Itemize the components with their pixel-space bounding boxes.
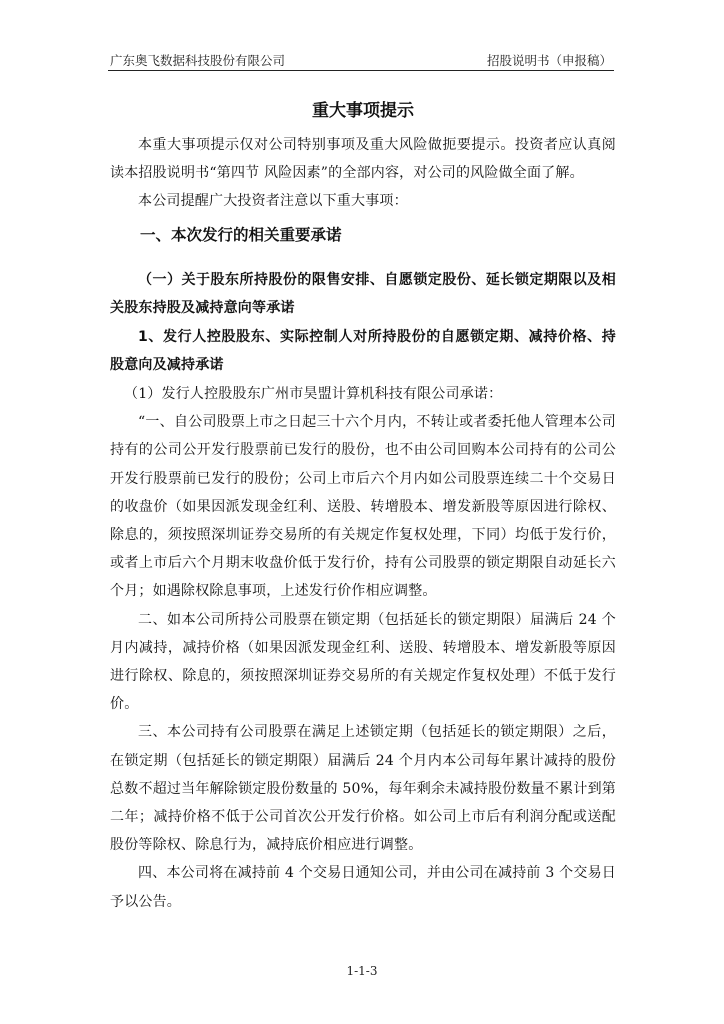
commitment-paragraph-4: 四、本公司将在减持前 4 个交易日通知公司，并由公司在减持前 3 个交易日予以公告。 — [110, 865, 616, 910]
commitment-paragraph-2: 二、如本公司所持公司股票在锁定期（包括延长的锁定期限）届满后 24 个月内减持，减持价格（如果因派发现金红利、送股、转增股本、增发新股等原因进行除权、除息的，须按照深圳证券交易所的有关规定作复权处理）不低于发行价。 — [110, 611, 616, 713]
commitment-item-heading: （1）发行人控股股东广州市昊盟计算机科技有限公司承诺： — [124, 385, 503, 402]
header-company-name: 广东奥飞数据科技股份有限公司 — [110, 53, 286, 68]
page-title: 重大事项提示 — [312, 101, 414, 121]
page-header — [108, 48, 614, 71]
commitment-paragraph-1: “一、自公司股票上市之日起三十六个月内，不转让或者委托他人管理本公司持有的公司公开发行股票前已发行的股份，也不由公司回购本公司持有的公司公开发行股票前已发行的股份；公司上市后六个月内如公司股票连续二十个交易日的收盘价（如果因派发现金红利、送股、转增股本、增发新股等原因进行除权、除息的，须按照深圳证券交易所的有关规定作复权处理，下同）均低于发行价，或者上市后六个月期末收盘价低于发行价，持有公司股票的锁定期限自动延长六个月；如遇除权除息事项，上述发行价作相应调整。 — [110, 414, 616, 600]
commitment-paragraph-3: 三、本公司持有公司股票在满足上述锁定期（包括延长的锁定期限）之后，在锁定期（包括延长的锁定期限）届满后 24 个月内本公司每年累计减持的股份总数不超过当年解除锁定股份数量的 50%，每年剩余未减持股份数量不累计到第二年；减持价格不低于公司首次公开发行价格。如公司上市后有利润分配或送配股份等除权、除息行为，减持底价相应进行调整。 — [110, 724, 616, 854]
page-number: 1-1-3 — [346, 964, 378, 978]
subsection-heading: （一）关于股东所持股份的限售安排、自愿锁定股份、延长锁定期限以及相关股东持股及减持意向等承诺 — [110, 271, 616, 317]
intro-paragraph-2: 本公司提醒广大投资者注意以下重大事项： — [138, 193, 408, 210]
header-document-type: 招股说明书（申报稿） — [486, 53, 612, 68]
intro-paragraph-1: 本重大事项提示仅对公司特别事项及重大风险做扼要提示。投资者应认真阅读本招股说明书“第四节 风险因素”的全部内容，对公司的风险做全面了解。 — [110, 137, 616, 182]
section-heading: 一、本次发行的相关重要承诺 — [140, 225, 342, 244]
subsubsection-heading: 1、发行人控股股东、实际控制人对所持股份的自愿锁定期、减持价格、持股意向及减持承诺 — [110, 328, 616, 374]
page-content — [110, 90, 616, 916]
